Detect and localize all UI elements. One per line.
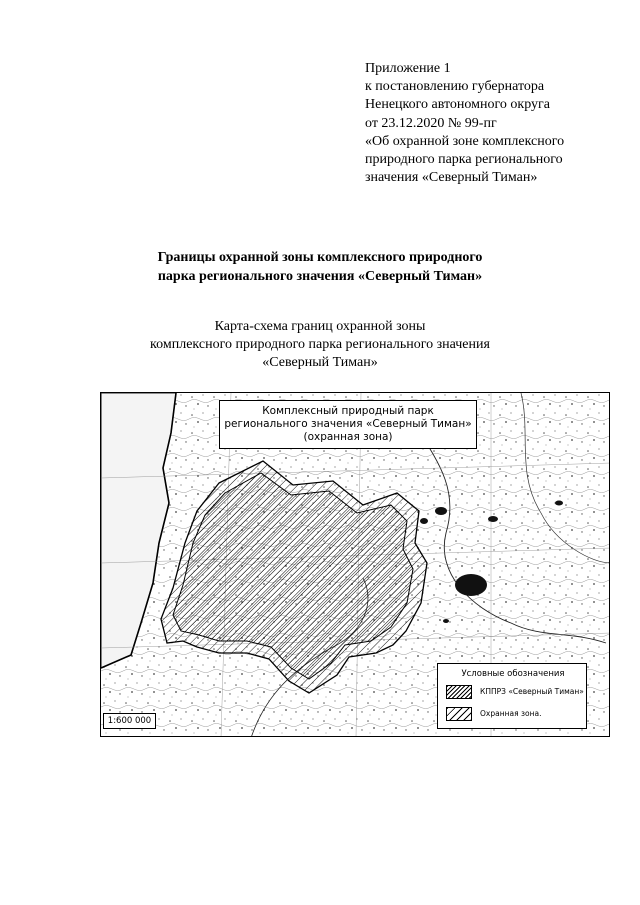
appendix-line: Приложение 1 [365, 61, 451, 76]
title-line: Границы охранной зоны комплексного природного [157, 250, 483, 265]
appendix-line: к постановлению губернатора [365, 79, 545, 95]
map-caption [0, 318, 640, 372]
legend-label: КППРЗ «Северный Тиман» [480, 687, 584, 696]
legend-item-zone [446, 706, 541, 722]
title-line: парка регионального значения «Северный Тиман» [157, 269, 483, 284]
map-scale: 1:600 000 [103, 713, 156, 729]
appendix-line: Ненецкого автономного округа [365, 97, 550, 113]
caption-line: комплексного природного парка регионального значения [150, 337, 490, 352]
caption-line: «Северный Тиман» [262, 355, 378, 370]
appendix-line: от 23.12.2020 № 99-пг [365, 115, 497, 131]
caption-line: Карта-схема границ охранной зоны [214, 319, 426, 334]
appendix-line: значения «Северный Тиман» [365, 170, 538, 186]
map-legend [437, 663, 587, 729]
park-hatch-swatch [446, 685, 472, 699]
map-title-box [219, 400, 477, 449]
legend-label: Охранная зона. [480, 709, 542, 718]
document-title [0, 248, 640, 286]
map-title-line: регионального значения «Северный Тиман» [224, 418, 472, 430]
map-title-line: (охранная зона) [303, 431, 393, 443]
map-title-line: Комплексный природный парк [262, 405, 434, 417]
appendix-block [365, 60, 615, 187]
appendix-line: природного парка регионального [365, 152, 563, 168]
appendix-line: «Об охранной зоне комплексного [365, 133, 565, 149]
map [100, 392, 610, 737]
legend-title: Условные обозначения [461, 669, 565, 679]
zone-hatch-swatch [446, 707, 472, 721]
legend-item-park [446, 684, 584, 700]
